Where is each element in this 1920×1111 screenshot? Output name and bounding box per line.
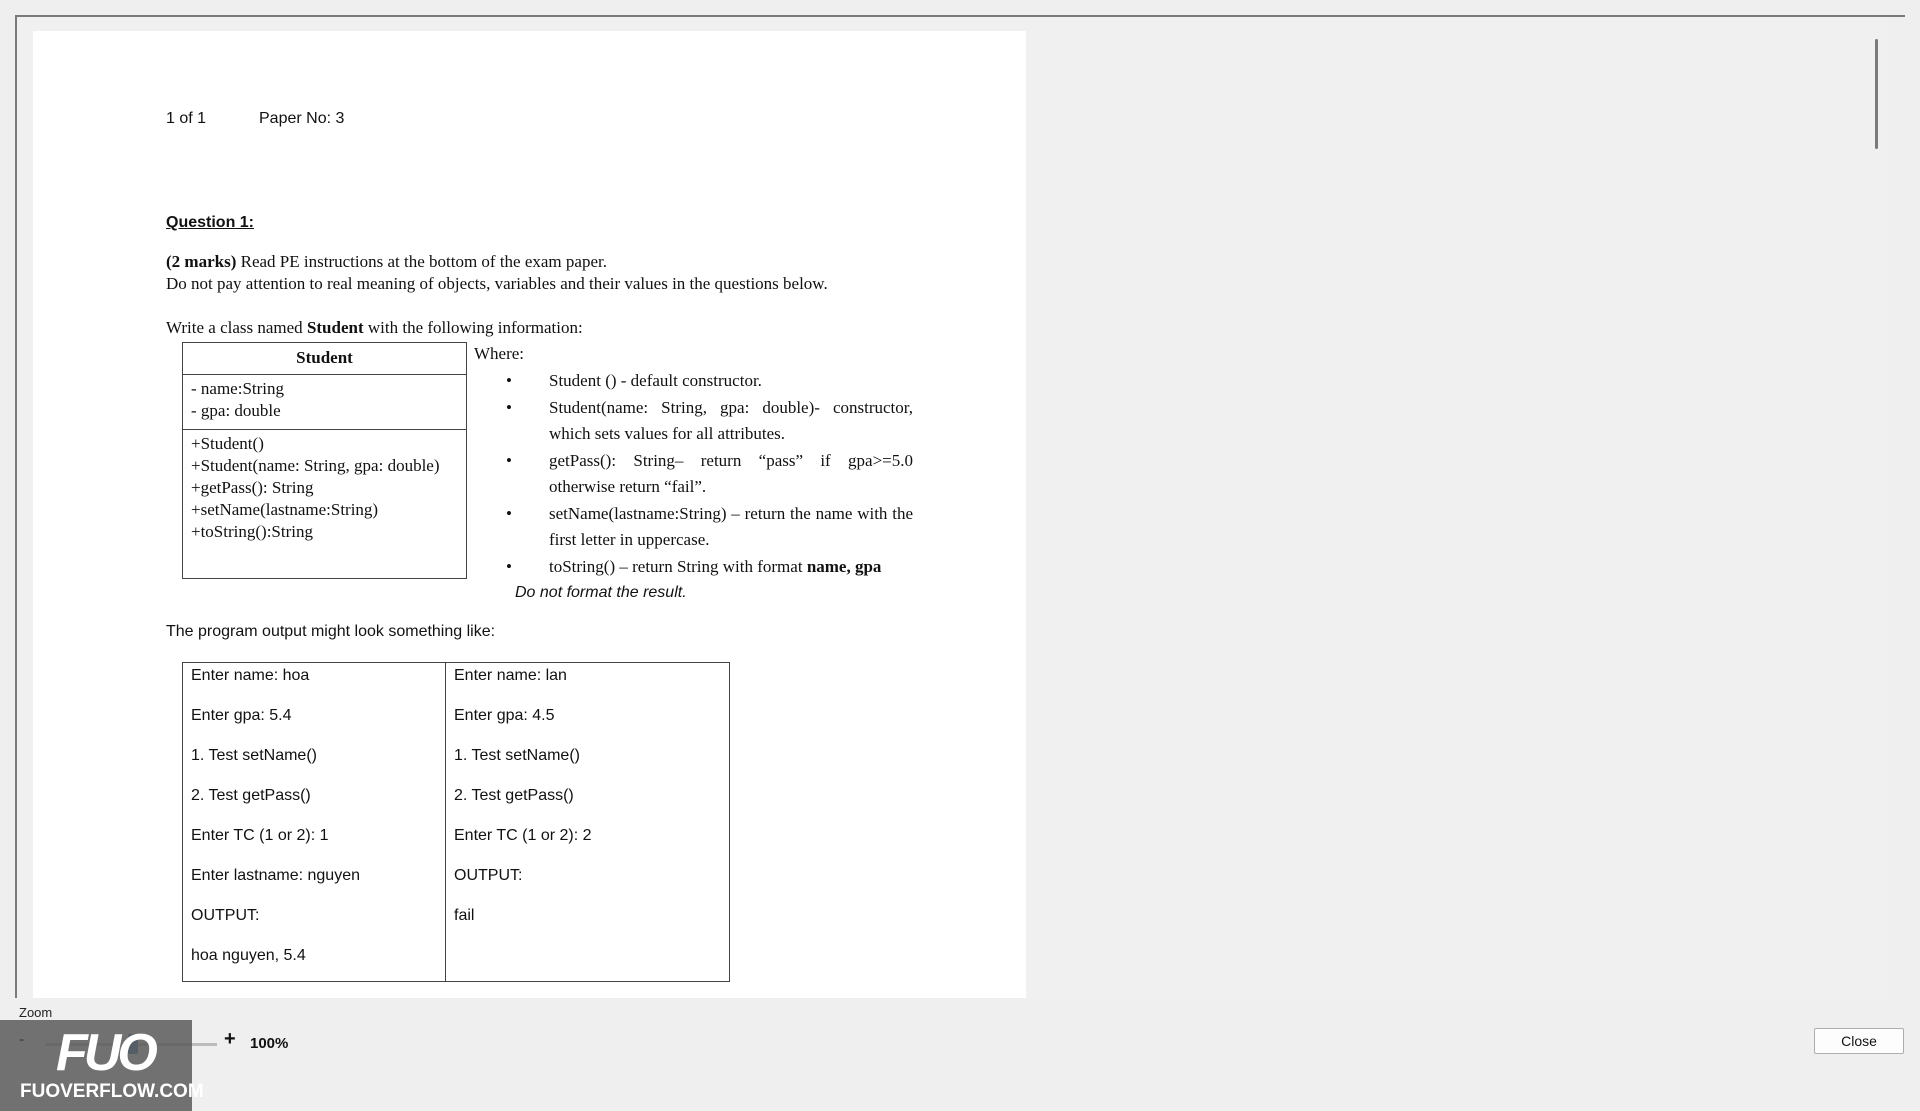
list-item: • setName(lastname:String) – return the name with the first letter in uppercase. <box>503 501 913 554</box>
document-viewer[interactable] <box>17 17 1888 998</box>
watermark-site: FUOVERFLOW.COM <box>20 1081 204 1102</box>
output-line: 1. Test setName() <box>454 747 580 764</box>
zoom-value: 100% <box>250 1035 289 1052</box>
write-class-prefix: Write a class named <box>166 318 307 337</box>
list-item: • Student(name: String, gpa: double)- constructor, which sets values for all attributes. <box>503 395 913 448</box>
instruction-line-2: Do not pay attention to real meaning of objects, variables and their values in the questions below. <box>166 274 828 293</box>
zoom-label: Zoom <box>19 1005 53 1020</box>
uml-method: +setName(lastname:String) <box>191 500 379 519</box>
paper-number: Paper No: 3 <box>259 110 345 127</box>
marks-label: (2 marks) <box>166 252 237 271</box>
uml-method: +Student() <box>191 434 264 453</box>
sample-output-table <box>182 662 730 982</box>
output-column-left <box>183 663 446 981</box>
uml-attribute: - gpa: double <box>191 401 281 420</box>
list-item: • getPass(): String– return “pass” if gpa>=5.0 otherwise return “fail”. <box>503 448 913 501</box>
question-title: Question 1: <box>166 214 255 231</box>
uml-method: +getPass(): String <box>191 478 314 497</box>
uml-attribute: - name:String <box>191 379 285 398</box>
uml-method: +toString():String <box>191 522 313 541</box>
where-label: Where: <box>474 344 525 363</box>
output-line: Enter gpa: 4.5 <box>454 707 555 724</box>
output-line: fail <box>454 907 475 924</box>
output-line: Enter TC (1 or 2): 1 <box>191 827 329 844</box>
write-class-name: Student <box>306 318 364 337</box>
format-note: Do not format the result. <box>515 584 687 601</box>
uml-methods <box>183 430 466 546</box>
output-line: Enter TC (1 or 2): 2 <box>454 827 592 844</box>
output-line: OUTPUT: <box>454 867 523 884</box>
uml-class-diagram <box>182 342 467 579</box>
tostring-format: name, gpa <box>806 557 882 576</box>
output-line: Enter gpa: 5.4 <box>191 707 292 724</box>
output-column-right <box>446 663 729 981</box>
list-item <box>503 554 913 580</box>
instruction-text: Read PE instructions at the bottom of the exam paper. <box>236 252 607 271</box>
output-line: 1. Test setName() <box>191 747 317 764</box>
output-line: 2. Test getPass() <box>454 787 574 804</box>
output-line: Enter name: hoa <box>191 667 310 684</box>
watermark-logo: FUO <box>56 1024 154 1082</box>
instruction-line-1 <box>166 252 607 272</box>
exam-paper-page <box>33 31 1026 998</box>
tostring-text: toString() – return String with format <box>549 557 807 576</box>
site-watermark <box>0 1020 204 1111</box>
close-button[interactable]: Close <box>1814 1028 1904 1054</box>
vertical-scrollbar[interactable] <box>1875 39 1878 149</box>
output-intro: The program output might look something like: <box>166 623 496 640</box>
output-line: 2. Test getPass() <box>191 787 311 804</box>
list-item: • Student () - default constructor. <box>503 368 913 395</box>
output-line: hoa nguyen, 5.4 <box>191 947 306 964</box>
zoom-in-button[interactable]: + <box>224 1028 236 1050</box>
write-class-line <box>166 318 583 338</box>
viewer-controls-bar <box>0 998 1920 1111</box>
output-line: OUTPUT: <box>191 907 260 924</box>
output-line: Enter name: lan <box>454 667 567 684</box>
write-class-suffix: with the following information: <box>363 318 583 337</box>
uml-class-name: Student <box>183 343 466 375</box>
uml-method: +Student(name: String, gpa: double) <box>191 456 440 475</box>
page-indicator: 1 of 1 <box>166 110 207 127</box>
method-description-list <box>503 368 913 580</box>
output-line: Enter lastname: nguyen <box>191 867 360 884</box>
uml-attributes <box>183 375 466 430</box>
